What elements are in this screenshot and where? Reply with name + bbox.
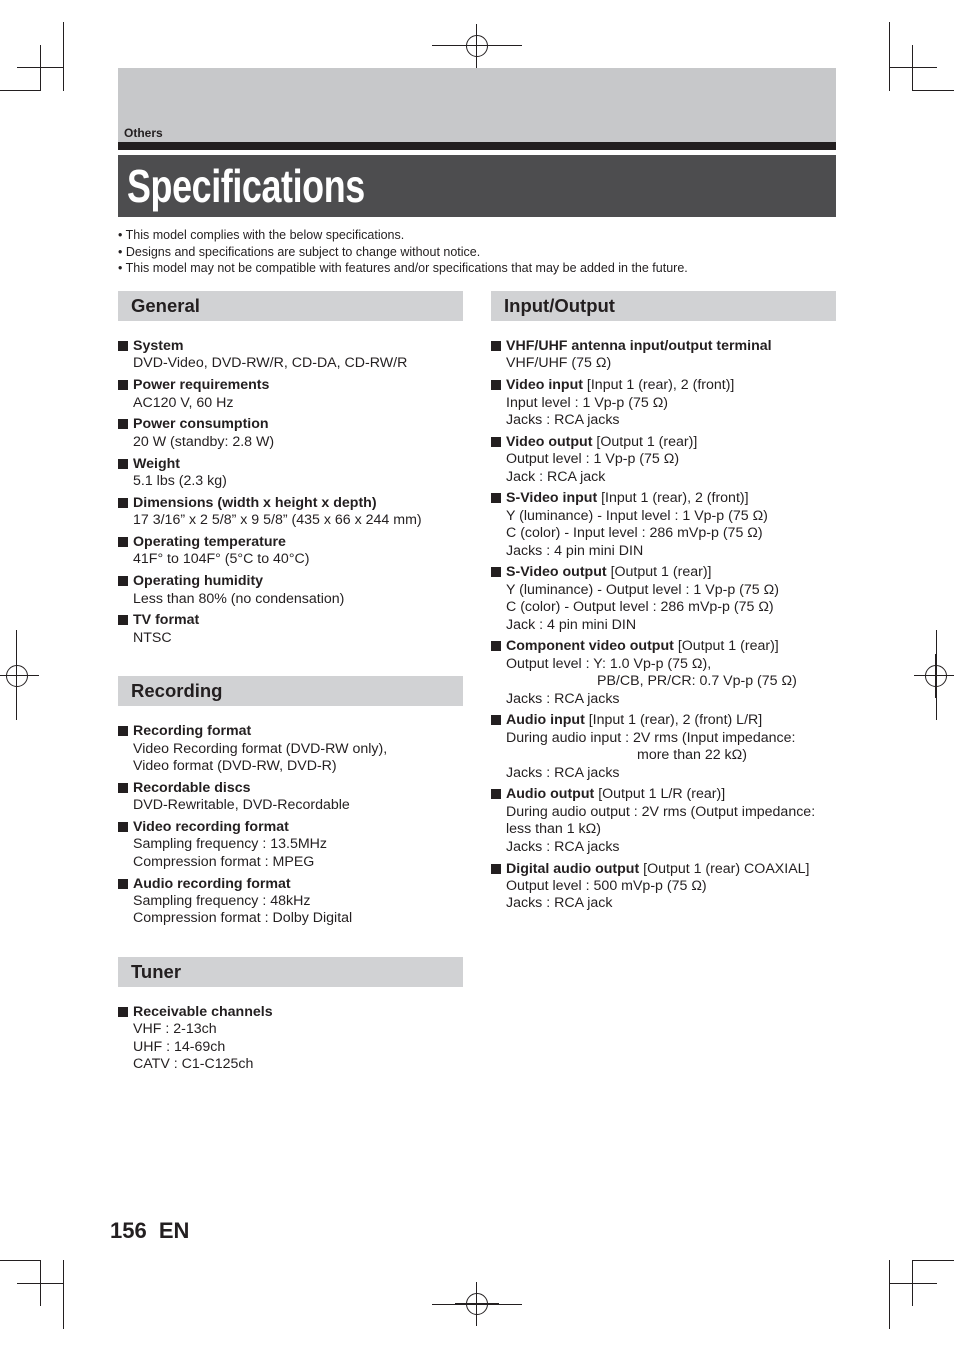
spec-value: Jacks : RCA jacks <box>506 764 620 781</box>
spec-item-dimensions <box>118 495 463 530</box>
spec-title: Digital audio output <box>506 860 640 877</box>
spec-item-weight <box>118 456 463 491</box>
spec-title: TV format <box>133 612 200 629</box>
registration-line <box>16 630 17 720</box>
spec-value: Video Recording format (DVD-RW only), <box>133 740 388 757</box>
registration-mark-top <box>455 24 499 68</box>
spec-title: Audio input <box>506 712 585 729</box>
page-number-value: 156 <box>110 1218 147 1243</box>
note-item: • Designs and specifications are subject to change without notice. <box>118 244 481 259</box>
spec-item-component-video-output <box>491 638 836 708</box>
registration-line <box>432 45 522 46</box>
header-rule <box>118 142 836 150</box>
spec-value: Video format (DVD-RW, DVD-R) <box>133 758 337 775</box>
page-number <box>110 1218 189 1244</box>
crop-mark <box>889 1260 890 1329</box>
spec-value: Jacks : RCA jacks <box>506 412 620 429</box>
section-heading-recording: Recording <box>118 676 463 706</box>
spec-value: Jacks : RCA jack <box>506 895 613 912</box>
spec-suffix: [Input 1 (rear), 2 (front)] <box>582 377 735 394</box>
spec-title: Dimensions (width x height x depth) <box>133 494 377 511</box>
spec-item-tv-format <box>118 612 463 647</box>
spec-suffix: [Output 1 L/R (rear)] <box>594 786 726 803</box>
spec-title: Audio recording format <box>133 875 291 892</box>
note-item: • This model may not be compatible with features and/or specifications that may be added in the future. <box>118 261 688 275</box>
spec-suffix: [Input 1 (rear), 2 (front)] <box>597 490 749 507</box>
spec-title: Receivable channels <box>133 1003 273 1020</box>
language-code: EN <box>158 1218 190 1243</box>
spec-value: Jacks : RCA jacks <box>506 690 620 707</box>
spec-item-recordable-discs <box>118 780 463 815</box>
left-column <box>118 291 463 1078</box>
spec-suffix: [Output 1 (rear)] <box>606 564 712 581</box>
spec-item-video-output <box>491 434 836 486</box>
spec-value: DVD-Rewritable, DVD-Recordable <box>133 797 350 814</box>
spec-title: Video recording format <box>133 819 289 836</box>
spec-value: Output level : 1 Vp-p (75 Ω) <box>506 451 680 468</box>
spec-title: System <box>133 338 184 354</box>
spec-value: DVD-Video, DVD-RW/R, CD-DA, CD-RW/R <box>133 355 408 372</box>
spec-value: C (color) - Output level : 286 mVp-p (75 Ω) <box>506 599 774 616</box>
spec-value: less than 1 kΩ) <box>506 821 601 838</box>
right-column <box>491 291 836 917</box>
crop-mark <box>889 67 937 68</box>
crop-mark <box>40 45 41 91</box>
general-section <box>118 291 463 647</box>
spec-title: Video output <box>506 433 593 450</box>
input-output-section <box>491 291 836 913</box>
spec-item-audio-output <box>491 786 836 856</box>
crop-mark <box>0 90 40 91</box>
spec-value: VHF : 2-13ch <box>133 1021 217 1038</box>
spec-title: Recordable discs <box>133 779 251 796</box>
spec-value: Jacks : 4 pin mini DIN <box>506 542 644 559</box>
spec-value: Compression format : MPEG <box>133 853 315 870</box>
section-heading-input-output: Input/Output <box>491 291 836 321</box>
spec-item-digital-audio-output <box>491 861 836 913</box>
spec-value: Y (luminance) - Output level : 1 Vp-p (75 Ω) <box>506 581 779 598</box>
spec-value: AC120 V, 60 Hz <box>133 394 234 411</box>
spec-title: Weight <box>133 455 181 472</box>
spec-item-operating-humidity <box>118 573 463 608</box>
spec-title: Audio output <box>506 786 595 803</box>
spec-value: PB/CB, PR/CR: 0.7 Vp-p (75 Ω) <box>597 673 797 690</box>
recording-section <box>118 676 463 928</box>
crop-mark <box>63 1260 64 1329</box>
spec-value: Jacks : RCA jacks <box>506 838 620 855</box>
spec-value: Sampling frequency : 13.5MHz <box>133 836 327 853</box>
spec-value: Input level : 1 Vp-p (75 Ω) <box>506 394 669 411</box>
spec-value: 20 W (standby: 2.8 W) <box>133 433 275 450</box>
crop-mark <box>912 90 954 91</box>
spec-value: 41F° to 104F° (5°C to 40°C) <box>133 551 310 568</box>
spec-value: Output level : Y: 1.0 Vp-p (75 Ω), <box>506 655 712 672</box>
spec-title: S-Video input <box>506 490 598 507</box>
spec-value: Compression format : Dolby Digital <box>133 910 353 927</box>
registration-mark-left <box>0 654 39 698</box>
spec-title: S-Video output <box>506 564 607 581</box>
section-label: Others <box>124 126 163 140</box>
spec-item-power-requirements <box>118 377 463 412</box>
spec-suffix: [Output 1 (rear)] <box>673 638 779 655</box>
spec-value: Less than 80% (no condensation) <box>133 590 345 607</box>
spec-item-s-video-input <box>491 490 836 560</box>
tuner-section <box>118 957 463 1074</box>
spec-value: more than 22 kΩ) <box>637 747 747 764</box>
crop-mark <box>0 1260 40 1261</box>
spec-value: 17 3/16” x 2 5/8” x 9 5/8” (435 x 66 x 244 mm) <box>133 512 422 529</box>
spec-value: 5.1 lbs (2.3 kg) <box>133 473 227 490</box>
spec-title: Recording format <box>133 723 252 740</box>
registration-line <box>432 1304 522 1305</box>
registration-line <box>936 630 937 720</box>
spec-value: Output level : 500 mVp-p (75 Ω) <box>506 877 707 894</box>
spec-item-s-video-output <box>491 564 836 634</box>
spec-value: Jack : 4 pin mini DIN <box>506 616 637 633</box>
spec-suffix: [Output 1 (rear) COAXIAL] <box>639 860 810 877</box>
spec-value: During audio output : 2V rms (Output impedance: <box>506 803 816 820</box>
section-heading-tuner: Tuner <box>118 957 463 987</box>
spec-item-recording-format <box>118 723 463 775</box>
spec-item-power-consumption <box>118 416 463 451</box>
crop-mark <box>17 1283 63 1284</box>
spec-item-audio-recording-format <box>118 876 463 928</box>
title-bar <box>118 155 836 217</box>
spec-suffix: [Input 1 (rear), 2 (front) L/R] <box>584 712 763 729</box>
crop-mark <box>912 45 913 91</box>
spec-value: C (color) - Input level : 286 mVp-p (75 Ω) <box>506 525 763 542</box>
spec-suffix: [Output 1 (rear)] <box>592 433 698 450</box>
spec-item-video-input <box>491 377 836 429</box>
spec-title: Component video output <box>506 638 674 655</box>
spec-item-antenna-terminal <box>491 338 836 373</box>
registration-mark-right <box>914 654 954 698</box>
spec-value: Jack : RCA jack <box>506 468 606 485</box>
spec-value: Sampling frequency : 48kHz <box>133 893 311 910</box>
header-band <box>118 68 836 142</box>
spec-value: CATV : C1-C125ch <box>133 1056 254 1073</box>
spec-title: Operating humidity <box>133 573 264 590</box>
spec-value: NTSC <box>133 629 172 646</box>
spec-title: Power consumption <box>133 416 269 433</box>
spec-value: UHF : 14-69ch <box>133 1038 226 1055</box>
note-item: • This model complies with the below specifications. <box>118 228 405 242</box>
spec-item-receivable-channels <box>118 1004 463 1074</box>
spec-item-operating-temperature <box>118 534 463 569</box>
page-title: Specifications <box>127 160 365 212</box>
spec-title: Operating temperature <box>133 534 286 551</box>
notes-list <box>118 227 688 277</box>
spec-item-video-recording-format <box>118 819 463 871</box>
crop-mark <box>889 1283 937 1284</box>
spec-title: Power requirements <box>133 377 270 394</box>
spec-value: Y (luminance) - Input level : 1 Vp-p (75 Ω) <box>506 507 768 524</box>
spec-title: Video input <box>506 377 583 394</box>
spec-title: VHF/UHF antenna input/output terminal <box>506 338 772 354</box>
crop-mark <box>63 22 64 91</box>
spec-value: VHF/UHF (75 Ω) <box>506 355 612 372</box>
section-heading-general: General <box>118 291 463 321</box>
crop-mark <box>889 22 890 91</box>
spec-value: During audio input : 2V rms (Input impedance: <box>506 729 796 746</box>
spec-item-audio-input <box>491 712 836 782</box>
spec-item-system <box>118 338 463 373</box>
crop-mark <box>912 1260 954 1261</box>
